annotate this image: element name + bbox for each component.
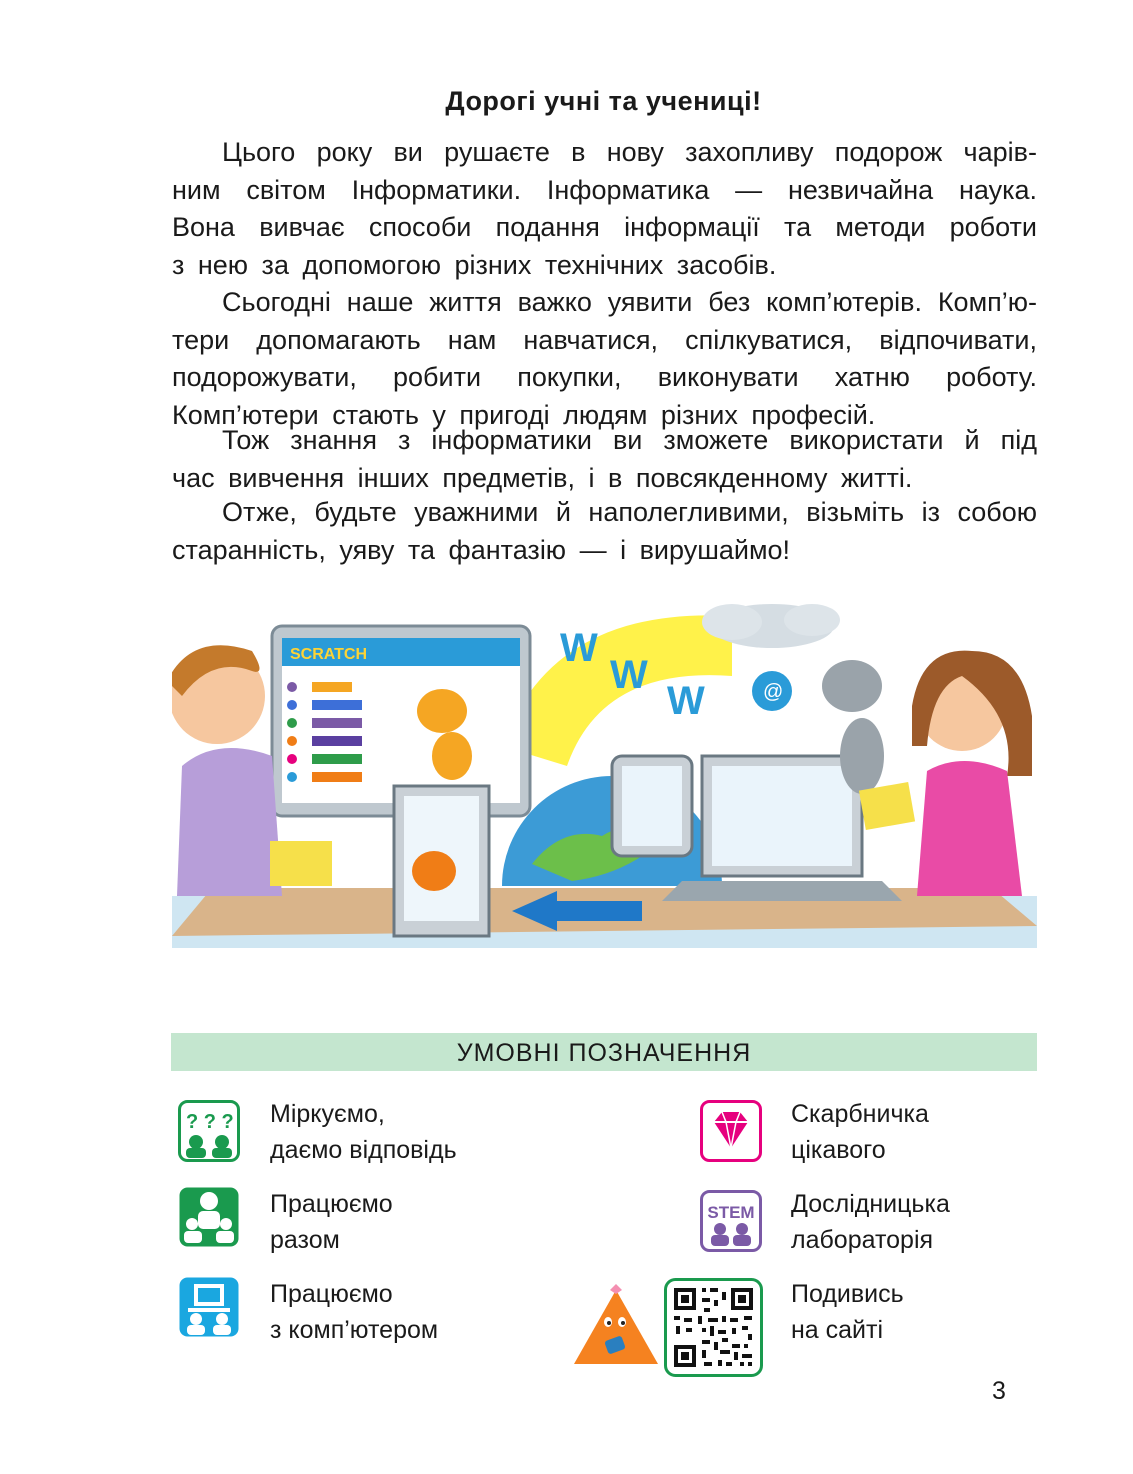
svg-text:STEM: STEM [707,1203,755,1222]
legend-label-line: разом [270,1226,340,1254]
www-letter: W [610,653,648,697]
text-line: ним світом Інформатики. Інформатика — незвичайна наука. [172,174,1037,205]
legend-label-line: Міркуємо, [270,1100,385,1128]
legend-label-line: цікавого [791,1136,886,1164]
intro-paragraph-3 [172,422,1037,497]
text-line: Отже, будьте уважними й наполегливими, візьміть із собою [222,497,1037,527]
text-line: Комп’ютери стають у пригоді людям різних професій. [172,399,876,430]
legend-label-line: даємо відповідь [270,1136,457,1164]
legend-label-teamwork [270,1186,393,1258]
text-line: час вивчення інших предметів, і в повсякденному житті. [172,462,913,493]
page-number: 3 [992,1377,1006,1405]
legend-label-line: Дослідницька [791,1190,950,1218]
legend-label-line: Подивись [791,1280,904,1308]
legend-heading: УМОВНІ ПОЗНАЧЕННЯ [171,1033,1037,1071]
question-discussion-icon [178,1100,240,1162]
computer-work-icon [178,1276,240,1338]
legend-label-line: на сайті [791,1316,884,1344]
legend-label-line: Працюємо [270,1280,393,1308]
legend-label-website [791,1276,904,1348]
intro-paragraph-4 [172,494,1037,569]
text-line: Вона вивчає способи подання інформації та методи роботи [172,212,1037,242]
printed-cat [412,851,456,891]
legend-label-think [270,1096,457,1168]
text-line: з нею за допомогою різних технічних засобів. [172,249,777,280]
svg-text:? ? ?: ? ? ? [186,1111,234,1133]
legend-label-computer [270,1276,438,1348]
folder [270,841,332,886]
text-line: старанність, уяву та фантазію — і вирушаймо! [172,534,791,565]
qr-code-icon [664,1278,763,1377]
text-line: Тож знання з інформатики ви зможете використати й під [222,425,1037,455]
text-line: подорожувати, робити покупки, виконувати хатню роботу. [172,362,1037,392]
intro-paragraph-1 [172,134,1037,284]
legend-label-line: з комп’ютером [270,1316,439,1344]
page-title: Дорогі учні та учениці! [445,86,762,116]
diamond-icon [700,1100,762,1162]
cone-mascot [572,1284,660,1368]
text-line: тери допомагають нам навчатися, спілкуватися, відпочивати, [172,324,1037,355]
legend-label-treasury [791,1096,929,1168]
classroom-illustration [172,596,1037,952]
text-line: Цього року ви рушаєте в нову захопливу подорож чарів- [222,137,1037,167]
intro-paragraph-2 [172,284,1037,434]
www-letter: W [667,679,705,723]
dog [822,660,882,712]
stem-lab-icon [700,1190,762,1252]
legend-label-stem [791,1186,950,1258]
scratch-logo: SCRATCH [290,646,368,663]
scratch-cat [417,689,467,733]
legend-label-line: лабораторія [791,1226,934,1254]
text-line: Сьогодні наше життя важко уявити без комп’ютерів. Комп’ю- [222,287,1037,317]
www-letter: W [560,626,598,670]
legend-label-line: Працюємо [270,1190,393,1218]
legend-label-line: Скарбничка [791,1100,929,1128]
teamwork-icon [178,1186,240,1248]
svg-text:@: @ [763,681,784,703]
